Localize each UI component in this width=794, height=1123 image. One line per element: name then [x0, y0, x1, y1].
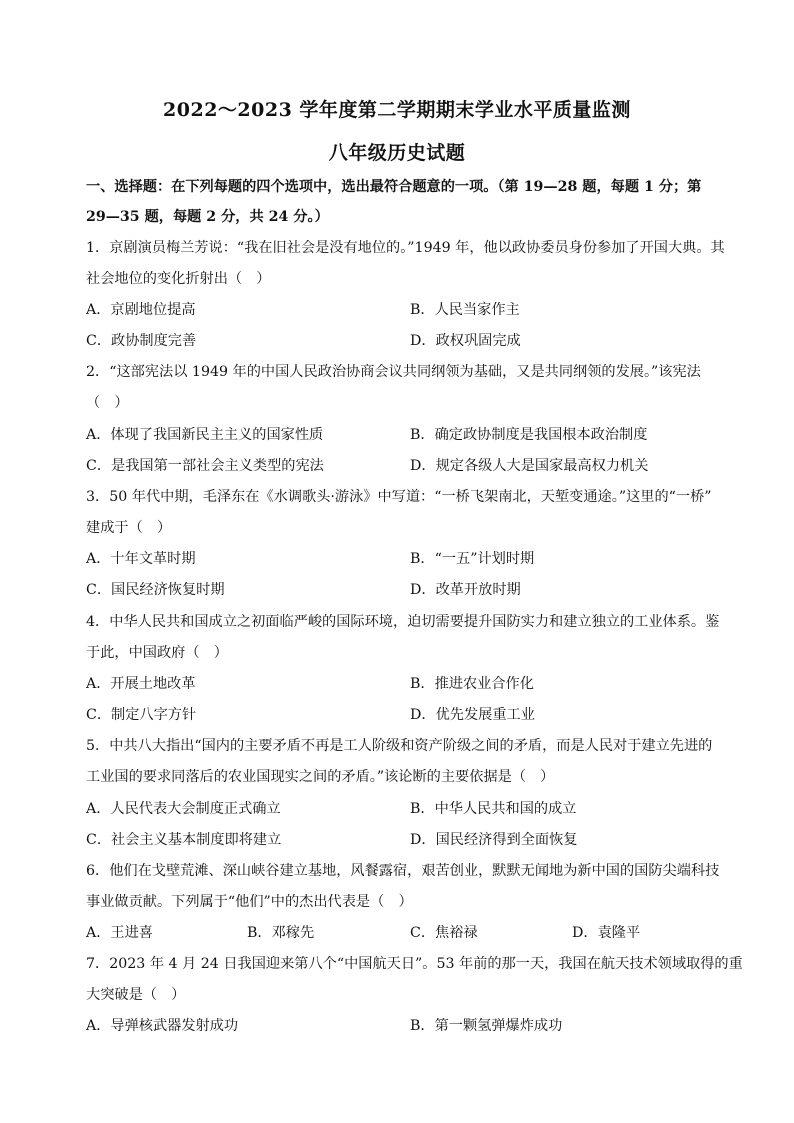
question-6-option-a: A．王进喜 [86, 925, 153, 941]
question-6-option-d: D．袁隆平 [572, 925, 641, 941]
question-6-option-b: B．邓稼先 [247, 925, 315, 941]
question-5-text-line-1: 5．中共八大指出“国内的主要矛盾不再是工人阶级和资产阶级之间的矛盾，而是人民对于建立先进的 [86, 738, 713, 754]
question-4-text-line-1: 4．中华人民共和国成立之初面临严峻的国际环境，迫切需要提升国防实力和建立独立的工业体系。鉴 [86, 614, 720, 630]
question-4-option-a: A．开展土地改革 [86, 676, 196, 692]
section-instruction-line-2: 29—35 题，每题 2 分，共 24 分。） [86, 209, 329, 225]
question-3-text-line-1: 3．50 年代中期，毛泽东在《水调歌头·游泳》中写道：“一桥飞架南北，天堑变通途。”这里的“一桥” [86, 489, 712, 505]
question-5-option-d: D．国民经济得到全面恢复 [410, 832, 578, 848]
section-instruction-line-1: 一、选择题：在下列每题的四个选项中，选出最符合题意的一项。（第 19—28 题，每题 1 分；第 [86, 179, 702, 195]
question-1-text-line-2: 社会地位的变化折射出（ ） [86, 271, 271, 287]
question-6-option-c: C．焦裕禄 [410, 925, 478, 941]
question-5-option-b: B．中华人民共和国的成立 [410, 801, 577, 817]
question-7-option-b: B．第一颗氢弹爆炸成功 [410, 1018, 563, 1034]
question-5-option-a: A．人民代表大会制度正式确立 [86, 801, 281, 817]
question-4-text-line-2: 于此，中国政府（ ） [86, 645, 228, 661]
question-2-text-line-1: 2．“这部宪法以 1949 年的中国人民政治协商会议共同纲领为基础，又是共同纲领的发展。”该宪法 [86, 364, 701, 380]
question-1-option-c: C．政协制度完善 [86, 333, 197, 349]
question-3-text-line-2: 建成于（ ） [86, 520, 172, 536]
question-6-text-line-1: 6．他们在戈壁荒滩、深山峡谷建立基地，风餐露宿，艰苦创业，默默无闻地为新中国的国防尖端科技 [86, 863, 720, 879]
question-5-text-line-2: 工业国的要求同落后的农业国现实之间的矛盾。”该论断的主要依据是（ ） [86, 769, 555, 785]
question-3-option-b: B．“一五”计划时期 [410, 551, 535, 567]
question-1-text-line-1: 1．京剧演员梅兰芳说：“我在旧社会是没有地位的。”1949 年，他以政协委员身份参加了开国大典。其 [86, 240, 725, 256]
question-7-text-line-2: 大突破是（ ） [86, 987, 186, 1003]
question-2-text-line-2: （ ） [86, 395, 129, 411]
question-2-option-a: A．体现了我国新民主主义的国家性质 [86, 427, 324, 443]
question-3-option-a: A．十年文革时期 [86, 551, 196, 567]
question-7-option-a: A．导弹核武器发射成功 [86, 1018, 239, 1034]
page-subtitle: 八年级历史试题 [328, 142, 466, 164]
question-7-text-line-1: 7．2023 年 4 月 24 日我国迎来第八个“中国航天日”。53 年前的那一天，我国在航天技术领域取得的重 [86, 956, 743, 972]
question-4-option-c: C．制定八字方针 [86, 707, 197, 723]
question-1-option-b: B．人民当家作主 [410, 302, 520, 318]
question-4-option-d: D．优先发展重工业 [410, 707, 535, 723]
question-3-option-c: C．国民经济恢复时期 [86, 582, 225, 598]
question-5-option-c: C．社会主义基本制度即将建立 [86, 832, 282, 848]
question-2-option-b: B．确定政协制度是我国根本政治制度 [410, 427, 648, 443]
question-6-text-line-2: 事业做贡献。下列属于“他们”中的杰出代表是（ ） [86, 894, 413, 910]
question-1-option-d: D．政权巩固完成 [410, 333, 521, 349]
question-4-option-b: B．推进农业合作化 [410, 676, 534, 692]
question-2-option-d: D．规定各级人大是国家最高权力机关 [410, 458, 649, 474]
question-3-option-d: D．改革开放时期 [410, 582, 521, 598]
question-1-option-a: A．京剧地位提高 [86, 302, 196, 318]
page-title: 2022～2023 学年度第二学期期末学业水平质量监测 [163, 99, 631, 121]
question-2-option-c: C．是我国第一部社会主义类型的宪法 [86, 458, 324, 474]
